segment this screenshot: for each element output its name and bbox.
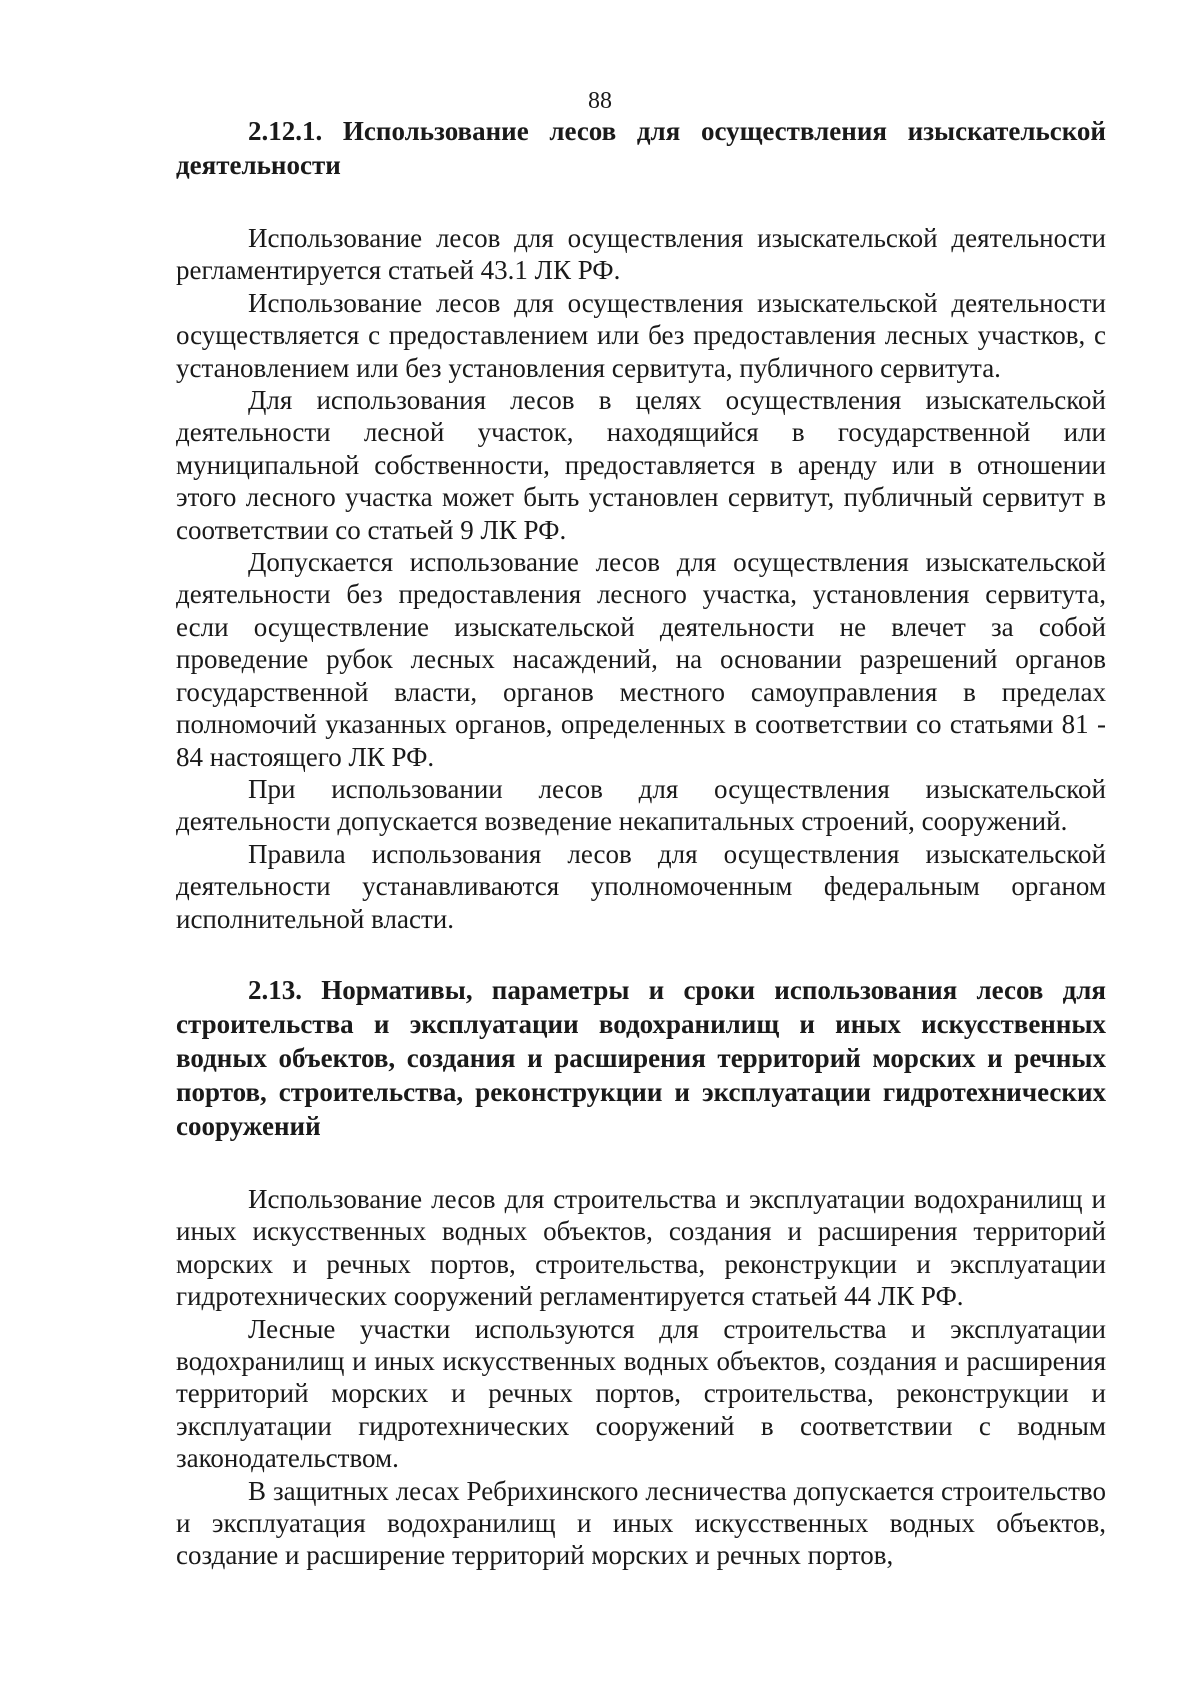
- page-number: 88: [588, 88, 612, 114]
- paragraph: Допускается использование лесов для осуществления изыскательской деятельности без предоставления лесного участка, установления сервитута, если осуществление изыскательской деятельности не влечет за собой проведение рубок лесных насаждений, на основании разрешений органов государственной власти, органов местного самоуправления в пределах полномочий указанных органов, определенных в соответствии со статьями 81 - 84 настоящего ЛК РФ.: [176, 547, 1106, 772]
- section-heading-2-13: 2.13. Нормативы, параметры и сроки использования лесов для строительства и эксплуатации водохранилищ и иных искусственных водных объектов, создания и расширения территорий морских и речных портов, строительства, реконструкции и эксплуатации гидротехнических сооружений: [176, 974, 1106, 1141]
- document-body: [176, 114, 1106, 1572]
- paragraph: Для использования лесов в целях осуществления изыскательской деятельности лесной участок, находящийся в государственной или муниципальной собственности, предоставляется в аренду или в отношении этого лесного участка может быть установлен сервитут, публичный сервитут в соответствии со статьей 9 ЛК РФ.: [176, 385, 1106, 545]
- paragraph: Использование лесов для осуществления изыскательской деятельности осуществляется с предоставлением или без предоставления лесных участков, с установлением или без установления сервитута, публичного сервитута.: [176, 287, 1106, 383]
- paragraph: Использование лесов для осуществления изыскательской деятельности регламентируется статьей 43.1 ЛК РФ.: [176, 223, 1106, 286]
- paragraph: При использовании лесов для осуществления изыскательской деятельности допускается возведение некапитальных строений, сооружений.: [176, 773, 1106, 837]
- section-heading-2-12-1: 2.12.1. Использование лесов для осуществления изыскательской деятельности: [176, 116, 1106, 180]
- paragraph: Правила использования лесов для осуществления изыскательской деятельности устанавливаются уполномоченным федеральным органом исполнительной власти.: [176, 838, 1106, 934]
- paragraph: В защитных лесах Ребрихинского лесничества допускается строительство и эксплуатация водохранилищ и иных искусственных водных объектов, создание и расширение территорий морских и речных портов,: [176, 1475, 1106, 1571]
- paragraph: Использование лесов для строительства и эксплуатации водохранилищ и иных искусственных водных объектов, создания и расширения территорий морских и речных портов, строительства, реконструкции и эксплуатации гидротехнических сооружений регламентируется статьей 44 ЛК РФ.: [176, 1183, 1106, 1312]
- paragraph: Лесные участки используются для строительства и эксплуатации водохранилищ и иных искусственных водных объектов, создания и расширения территорий морских и речных портов, строительства, реконструкции и эксплуатации гидротехнических сооружений в соответствии с водным законодательством.: [176, 1313, 1106, 1474]
